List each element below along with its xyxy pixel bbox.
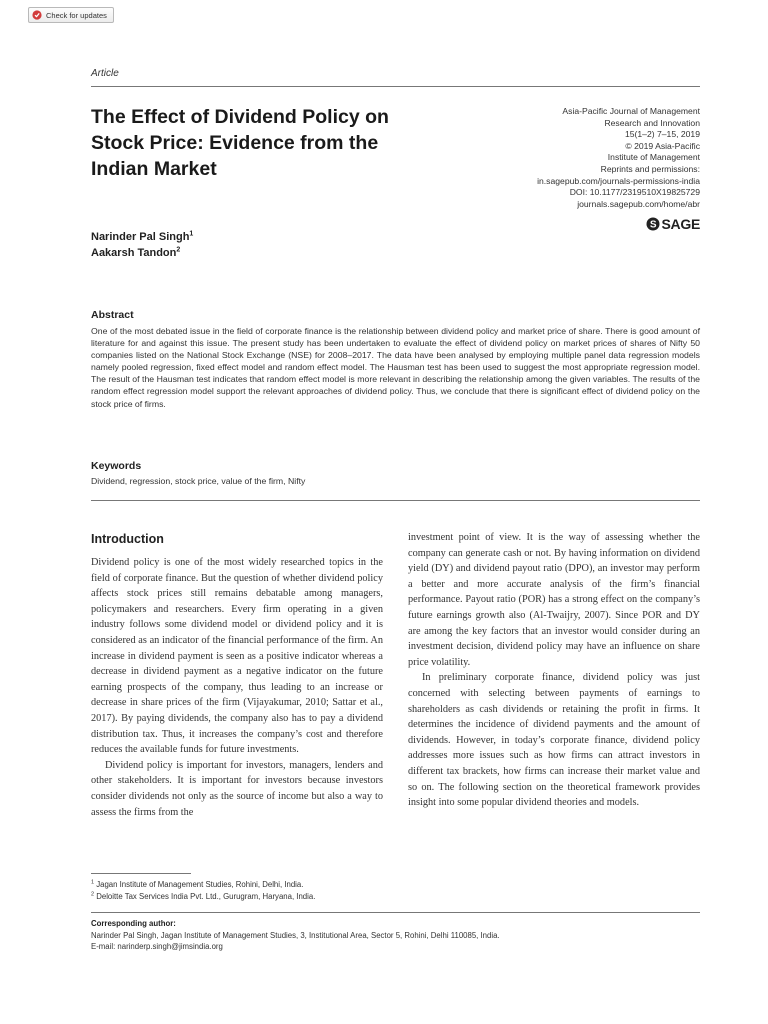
body-column-left [91,555,383,820]
sage-logo-icon [646,217,660,231]
journal-line: Research and Innovation [604,117,700,128]
header-rule [91,86,700,87]
footnote: $^1$ Jagan Institute of Management Studies, Rohini, Delhi, India. [91,879,304,889]
journal-line: DOI: 10.1177/2319510X19825729 [569,187,700,198]
journal-line: journals.sagepub.com/home/abr [577,198,700,209]
publisher-name: SAGE [661,216,700,232]
section-rule [91,500,700,501]
body-column-right [408,530,700,811]
publisher-logo [646,216,700,232]
journal-line: © 2019 Asia-Pacific [625,140,700,151]
corresponding-email: E-mail: narinderp.singh@jimsindia.org [91,942,223,952]
footnote: $^2$ Deloitte Tax Services India Pvt. Ltd., Gurugram, Haryana, India. [91,890,316,901]
body-paragraph: Dividend policy is one of the most widely researched topics in the field of corporate finance. But the question of whether dividend policy affects stock prices still remains debatable among managers, policymakers and researchers. Every firm operating in a given industry follows some dividend model or dividend policy and it is considered as an indicator of the financial performance of the firm. An increase in dividend payment is seen as a positive indicator whereas a decrease in dividend payment as a negative indicator on the future earning prospects of the company, thus leading to an increase or decrease in share prices of the firm (Vijayakumar, 2010; Sattar et al., 2017). By paying dividends, the company also has to pay a dividend distribution tax. Thus, it increases the company’s cost and therefore reduces the available funds for future investments. [91,557,383,756]
keywords-text: Dividend, regression, stock price, value of the firm, Nifty [91,476,306,486]
footnote-rule [91,873,191,874]
body-paragraph: investment point of view. It is the way of assessing whether the company can generate cash or not. By having information on dividend yield (DY) and dividend payout ratio (DPO), an investor may perform a better and more accurate analysis of the firm’s financial performance. Payout ratio (POR) has a strong effect on the company’s future earnings growth also (Al-Twaijry, 2007). Since POR and DY are among the key factors that an investor would consider during an investment decision, dividend policy may have an influence on share price volatility. [408,532,700,668]
check-updates-icon [32,10,42,20]
corresponding-label: Corresponding author: [91,919,176,928]
journal-line: in.sagepub.com/journals-permissions-india [537,175,700,186]
keywords-heading: Keywords [91,460,142,472]
introduction-heading: Introduction [91,532,164,546]
abstract-text: One of the most debated issue in the field of corporate finance is the relationship between dividend policy and market price of share. There is good amount of literature for and against this issue. The present study has been undertaken to evaluate the effect of dividend policy on market prices of shares of Nifty 50 companies listed on the National Stock Exchange (NSE) for 2008–2017. The data have been analysed by employing multiple panel data regression models namely pooled regression, fixed effect model and random effect model. The Hausman test has been used to suggest the most appropriate regression model. The result of the Hausman test indicates that random effect model is more relevant in describing the relationship among the given variables. The results of the random effect regression model support the relevant approaches of dividend policy. Thus, we conclude that there is significant effect of dividend policy on the stock price of firms. [91,326,700,409]
check-for-updates-label: Check for updates [46,10,107,20]
svg-text:S: S [649,219,656,231]
footnotes [91,879,315,902]
corresponding-author [91,918,700,953]
corresponding-address: Narinder Pal Singh, Jagan Institute of Management Studies, 3, Institutional Area, Sector 5, Rohini, Delhi 110085, India. [91,930,500,940]
journal-info [440,106,700,210]
corresponding-rule [91,912,700,913]
journal-line: Institute of Management [607,152,700,163]
journal-line: Reprints and permissions: [600,163,700,174]
body-paragraph: Dividend policy is important for investors, managers, lenders and other stakeholders. It is important for investors because investors consider dividends not only as the source of income but also a way to assess the firms from the [91,759,383,818]
paper-title: The Effect of Dividend Policy on Stock Price: Evidence from the Indian Market [91,106,389,180]
abstract-heading: Abstract [91,309,134,321]
check-for-updates-button[interactable] [28,7,114,23]
author-name: Aakarsh Tandon$^2$ [91,246,181,259]
author-list [91,229,193,261]
author-name: Narinder Pal Singh$^1$ [91,230,194,243]
journal-line: 15(1–2) 7–15, 2019 [624,129,700,140]
journal-line: Asia-Pacific Journal of Management [562,106,700,116]
body-paragraph: In preliminary corporate finance, dividend policy was just concerned with selecting between payments of earnings to shareholders as cash dividends or retaining the profit in firms. It determines the incidence of dividend payments and the amount of dividends. However, in today’s corporate finance, dividend policy addresses more issues such as how firms can attract investors in different tax brackets, how firms can increase their market value and so on. The following section on the theoretical framework provides insight into some popular dividend theories and models. [408,672,700,809]
article-type-label: Article [91,68,119,79]
